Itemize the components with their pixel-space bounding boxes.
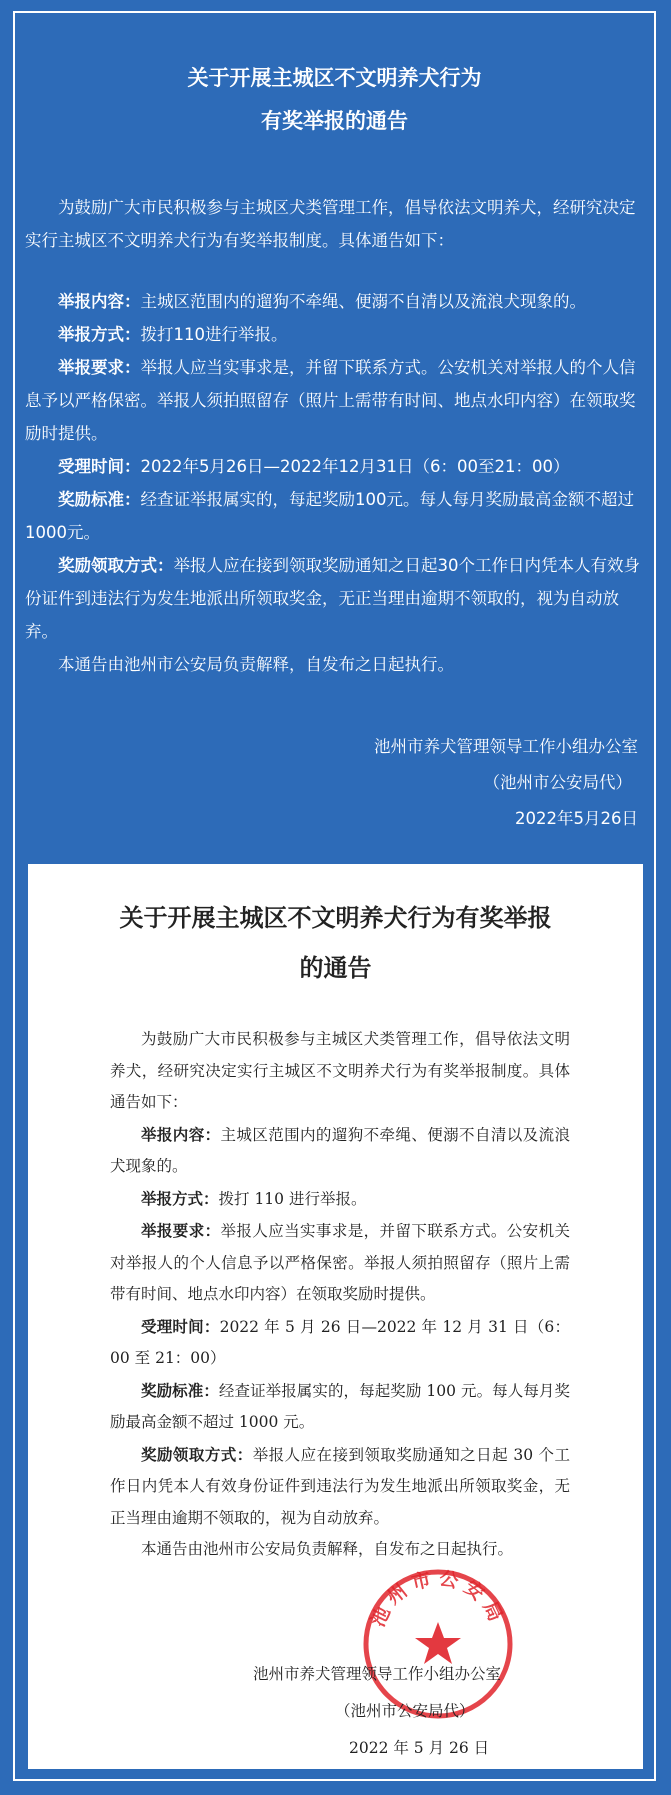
item-label: 举报内容： [141,1124,221,1144]
signature-agent: （池州市公安局代） [483,773,632,792]
item-text: 经查证举报属实的，每起奖励 100 元。每人每月奖励最高金额不超过 1000 元。 [110,1381,570,1431]
item-label: 举报要求： [58,358,141,377]
item-text: 举报人应当实事求是，并留下联系方式。公安机关对举报人的个人信息予以严格保密。举报人须拍照留存（照片上需带有时间、地点水印内容）在领取奖励时提供。 [110,1222,570,1303]
item-text: 举报人应当实事求是，并留下联系方式。公安机关对举报人的个人信息予以严格保密。举报人须拍照留存（照片上需带有时间、地点水印内容）在领取奖励时提供。 [25,358,636,443]
item-label: 奖励标准： [58,490,141,509]
document-closing: 本通告由池州市公安局负责解释，自发布之日起执行。 [141,1540,514,1558]
notice-item-claim [25,549,645,648]
notice-signature [374,729,638,837]
item-text: 拨打 110 进行举报。 [218,1189,367,1208]
item-text: 举报人应在接到领取奖励通知之日起30个工作日内凭本人有效身份证件到违法行为发生地派出所领取奖金，无正当理由逾期不领取的，视为自动放弃。 [25,556,640,641]
document-signature-agent: （池州市公安局代） [335,1702,475,1720]
svg-text:池州市公安局: 池州市公安局 [366,1567,510,1631]
notice-text-section [13,11,656,861]
item-label: 举报方式： [58,325,141,344]
item-label: 举报要求： [141,1221,221,1240]
item-text: 2022 年 5 月 26 日—2022 年 12 月 31 日（6：00 至 21：00） [110,1317,570,1367]
document-intro: 为鼓励广大市民积极参与主城区犬类管理工作，倡导依法文明养犬，经研究决定实行主城区不文明养犬行为有奖举报制度。具体通告如下： [110,1030,570,1111]
notice-closing: 本通告由池州市公安局负责解释，自发布之日起执行。 [58,655,454,674]
document-item-content [110,1119,570,1183]
document-item-claim [110,1439,570,1535]
scanned-document [28,864,643,1769]
item-label: 奖励领取方式： [58,556,174,575]
document-item-reward [110,1375,570,1439]
item-text: 主城区范围内的遛狗不牵绳、便溺不自清以及流浪犬现象的。 [110,1125,570,1175]
document-item-time [110,1311,570,1375]
notice-item-method [25,318,645,351]
item-text: 主城区范围内的遛狗不牵绳、便溺不自清以及流浪犬现象的。 [140,292,586,311]
item-text: 2022年5月26日—2022年12月31日（6：00至21：00） [140,457,570,476]
notice-item-requirement [25,351,645,450]
item-label: 举报内容： [58,292,141,311]
item-label: 奖励标准： [141,1380,219,1400]
signature-org: 池州市养犬管理领导工作小组办公室 [374,737,638,756]
document-title-line1: 关于开展主城区不文明养犬行为有奖举报 [119,903,552,932]
notice-item-content [25,285,645,318]
notice-title-line1: 关于开展主城区不文明养犬行为 [187,66,482,90]
item-label: 受理时间： [58,457,141,476]
item-label: 奖励领取方式： [141,1444,253,1464]
notice-item-reward [25,483,645,549]
item-text: 拨打110进行举报。 [140,325,288,344]
notice-intro: 为鼓励广大市民积极参与主城区犬类管理工作，倡导依法文明养犬，经研究决定实行主城区不文明养犬行为有奖举报制度。具体通告如下： [25,198,636,250]
document-signature-date: 2022 年 5 月 26 日 [349,1739,490,1757]
document-title-line2: 的通告 [299,953,372,982]
document-signature-org: 池州市养犬管理领导工作小组办公室 [253,1665,502,1683]
notice-body [25,191,645,681]
document-item-method [110,1183,570,1216]
signature-date: 2022年5月26日 [515,809,638,828]
item-label: 举报方式： [141,1188,219,1208]
notice-item-time [25,450,645,483]
item-text: 经查证举报属实的，每起奖励100元。每人每月奖励最高金额不超过1000元。 [25,490,634,542]
document-body [110,1024,570,1566]
document-signature [253,1656,593,1767]
item-text: 举报人应在接到领取奖励通知之日起 30 个工作日内凭本人有效身份证件到违法行为发生地派出所领取奖金，无正当理由逾期不领取的，视为自动放弃。 [110,1445,570,1527]
item-label: 受理时间： [141,1316,220,1336]
notice-title-line2: 有奖举报的通告 [261,109,408,133]
document-item-requirement [110,1215,570,1311]
